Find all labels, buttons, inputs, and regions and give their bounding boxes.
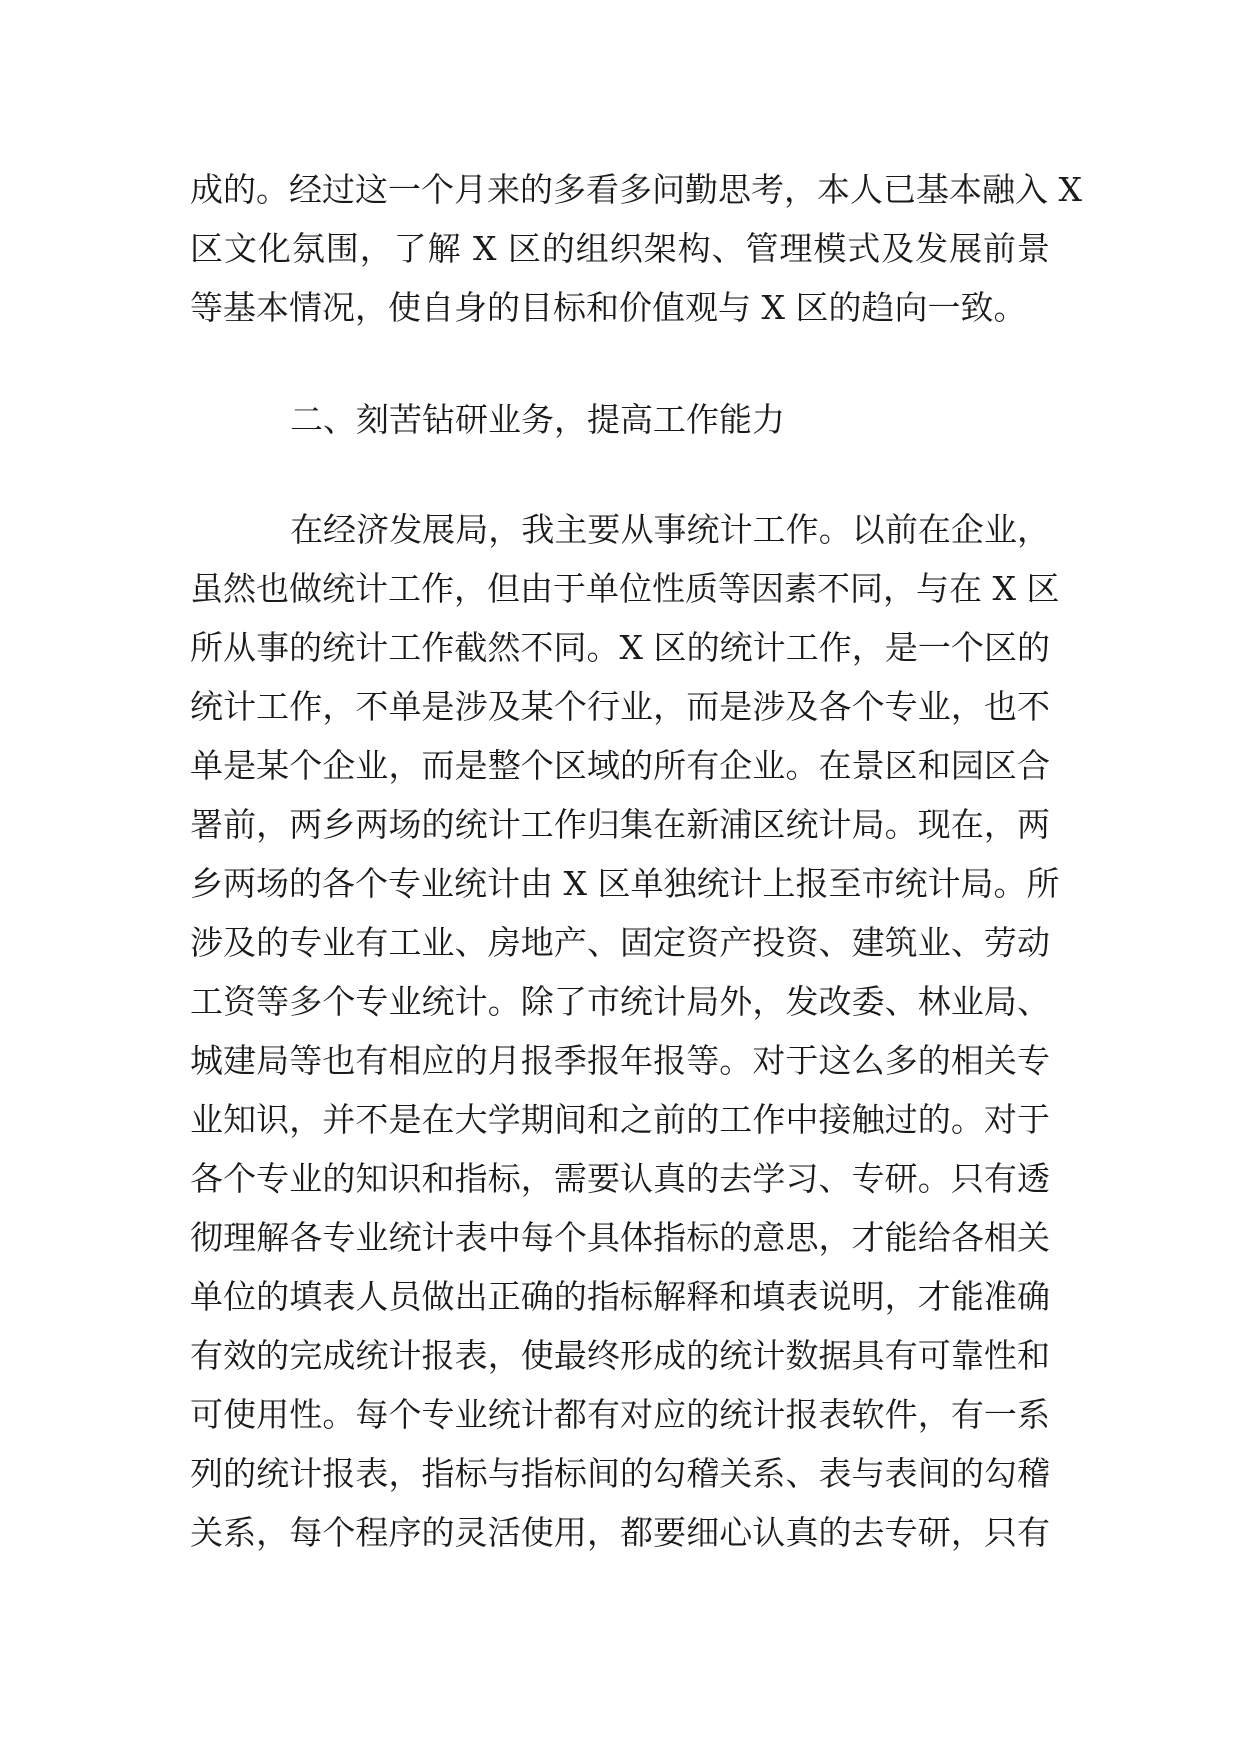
paragraph-line: 署前，两乡两场的统计工作归集在新浦区统计局。现在，两: [190, 805, 1050, 844]
paragraph-line: 列的统计报表，指标与指标间的勾稽关系、表与表间的勾稽: [190, 1454, 1050, 1493]
paragraph-line: 单是某个企业，而是整个区域的所有企业。在景区和园区合: [190, 746, 1050, 785]
paragraph-line: 在经济发展局，我主要从事统计工作。以前在企业，: [290, 510, 1050, 549]
paragraph-line: 乡两场的各个专业统计由 X 区单独统计上报至市统计局。所: [190, 864, 1060, 903]
paragraph-line: 等基本情况，使自身的目标和价值观与 X 区的趋向一致。: [190, 288, 1027, 327]
intro-paragraph: [190, 160, 1082, 337]
paragraph-line: 单位的填表人员做出正确的指标解释和填表说明，才能准确: [190, 1277, 1050, 1316]
paragraph-line: 各个专业的知识和指标，需要认真的去学习、专研。只有透: [190, 1159, 1050, 1198]
paragraph-line: 城建局等也有相应的月报季报年报等。对于这么多的相关专: [190, 1041, 1050, 1080]
body-paragraph: [190, 500, 1060, 1562]
paragraph-line: 业知识，并不是在大学期间和之前的工作中接触过的。对于: [190, 1100, 1050, 1139]
section-heading: 二、刻苦钻研业务，提高工作能力: [290, 400, 785, 439]
paragraph-line: 可使用性。每个专业统计都有对应的统计报表软件，有一系: [190, 1395, 1050, 1434]
paragraph-line: 涉及的专业有工业、房地产、固定资产投资、建筑业、劳动: [190, 923, 1050, 962]
paragraph-line: 虽然也做统计工作，但由于单位性质等因素不同，与在 X 区: [190, 569, 1060, 608]
section-heading-block: [190, 390, 1050, 449]
paragraph-line: 统计工作，不单是涉及某个行业，而是涉及各个专业，也不: [190, 687, 1050, 726]
paragraph-line: 工资等多个专业统计。除了市统计局外，发改委、林业局、: [190, 982, 1050, 1021]
paragraph-line: 区文化氛围，了解 X 区的组织架构、管理模式及发展前景: [190, 229, 1050, 268]
paragraph-line: 关系，每个程序的灵活使用，都要细心认真的去专研，只有: [190, 1513, 1050, 1552]
paragraph-line: 所从事的统计工作截然不同。X 区的统计工作，是一个区的: [190, 628, 1050, 667]
paragraph-line: 成的。经过这一个月来的多看多问勤思考，本人已基本融入 X: [190, 170, 1082, 209]
paragraph-line: 彻理解各专业统计表中每个具体指标的意思，才能给各相关: [190, 1218, 1050, 1257]
paragraph-line: 有效的完成统计报表，使最终形成的统计数据具有可靠性和: [190, 1336, 1050, 1375]
